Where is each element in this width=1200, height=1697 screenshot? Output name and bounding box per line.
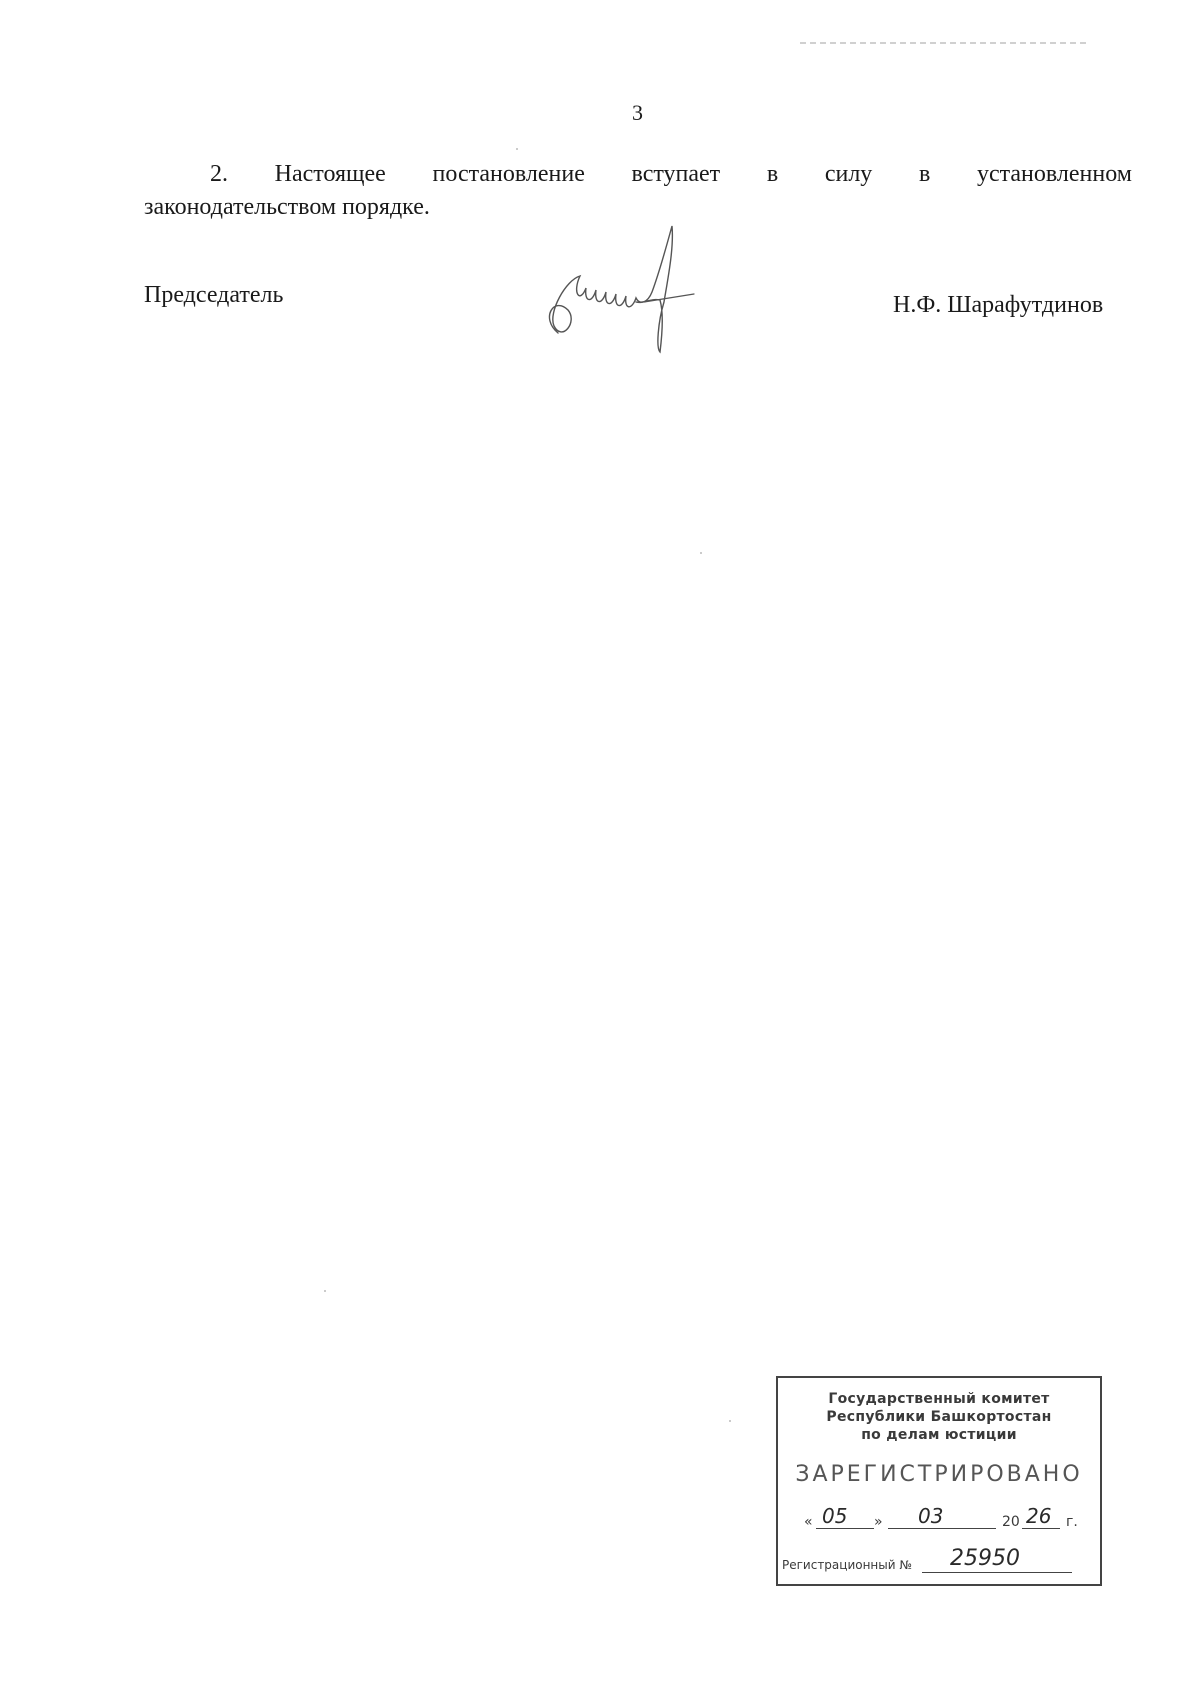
signer-name: Н.Ф. Шарафутдинов bbox=[893, 292, 1104, 318]
stamp-number-label: Регистрационный № bbox=[782, 1558, 912, 1572]
paragraph-line-2: законодательством порядке. bbox=[144, 194, 430, 220]
page-number: 3 bbox=[632, 100, 643, 125]
paragraph-word: постановление bbox=[432, 161, 585, 187]
stamp-status: ЗАРЕГИСТРИРОВАНО bbox=[795, 1462, 1083, 1487]
registration-stamp bbox=[776, 1376, 1102, 1586]
paragraph-word: 2. bbox=[210, 161, 228, 187]
paragraph-word: вступает bbox=[631, 161, 721, 187]
stamp-quote-open: « bbox=[804, 1514, 813, 1530]
stamp-number-underline bbox=[922, 1572, 1072, 1573]
stamp-month-underline bbox=[888, 1528, 996, 1529]
stamp-org-line: Республики Башкортостан bbox=[826, 1409, 1052, 1425]
scan-speck bbox=[729, 1420, 731, 1422]
stamp-day: 05 bbox=[822, 1504, 848, 1528]
stamp-org-line: Государственный комитет bbox=[828, 1391, 1050, 1407]
paragraph-2 bbox=[144, 158, 1132, 224]
paragraph-word: установленном bbox=[976, 161, 1132, 187]
stamp-year: 26 bbox=[1026, 1504, 1052, 1528]
stamp-day-underline bbox=[816, 1528, 874, 1529]
scan-speck bbox=[516, 148, 518, 150]
stamp-quote-close: » bbox=[874, 1514, 883, 1530]
stamp-organization bbox=[778, 1390, 1100, 1444]
paragraph-word: в bbox=[766, 161, 779, 187]
position-title: Председатель bbox=[144, 282, 284, 308]
stamp-year-suffix: г. bbox=[1066, 1514, 1078, 1530]
stamp-number: 25950 bbox=[950, 1546, 1020, 1571]
paragraph-line-1 bbox=[144, 158, 1132, 191]
stamp-month: 03 bbox=[918, 1504, 944, 1528]
scan-speck bbox=[324, 1290, 326, 1292]
scan-artifact bbox=[800, 42, 1090, 44]
paragraph-word: силу bbox=[824, 161, 873, 187]
handwritten-signature bbox=[540, 218, 710, 358]
stamp-org-line: по делам юстиции bbox=[861, 1427, 1017, 1443]
stamp-registration-number bbox=[782, 1546, 1098, 1576]
paragraph-word: в bbox=[918, 161, 931, 187]
stamp-date bbox=[804, 1504, 1094, 1534]
stamp-year-underline bbox=[1022, 1528, 1060, 1529]
scan-speck bbox=[700, 552, 702, 554]
paragraph-word: Настоящее bbox=[274, 161, 386, 187]
stamp-year-prefix: 20 bbox=[1002, 1514, 1020, 1530]
